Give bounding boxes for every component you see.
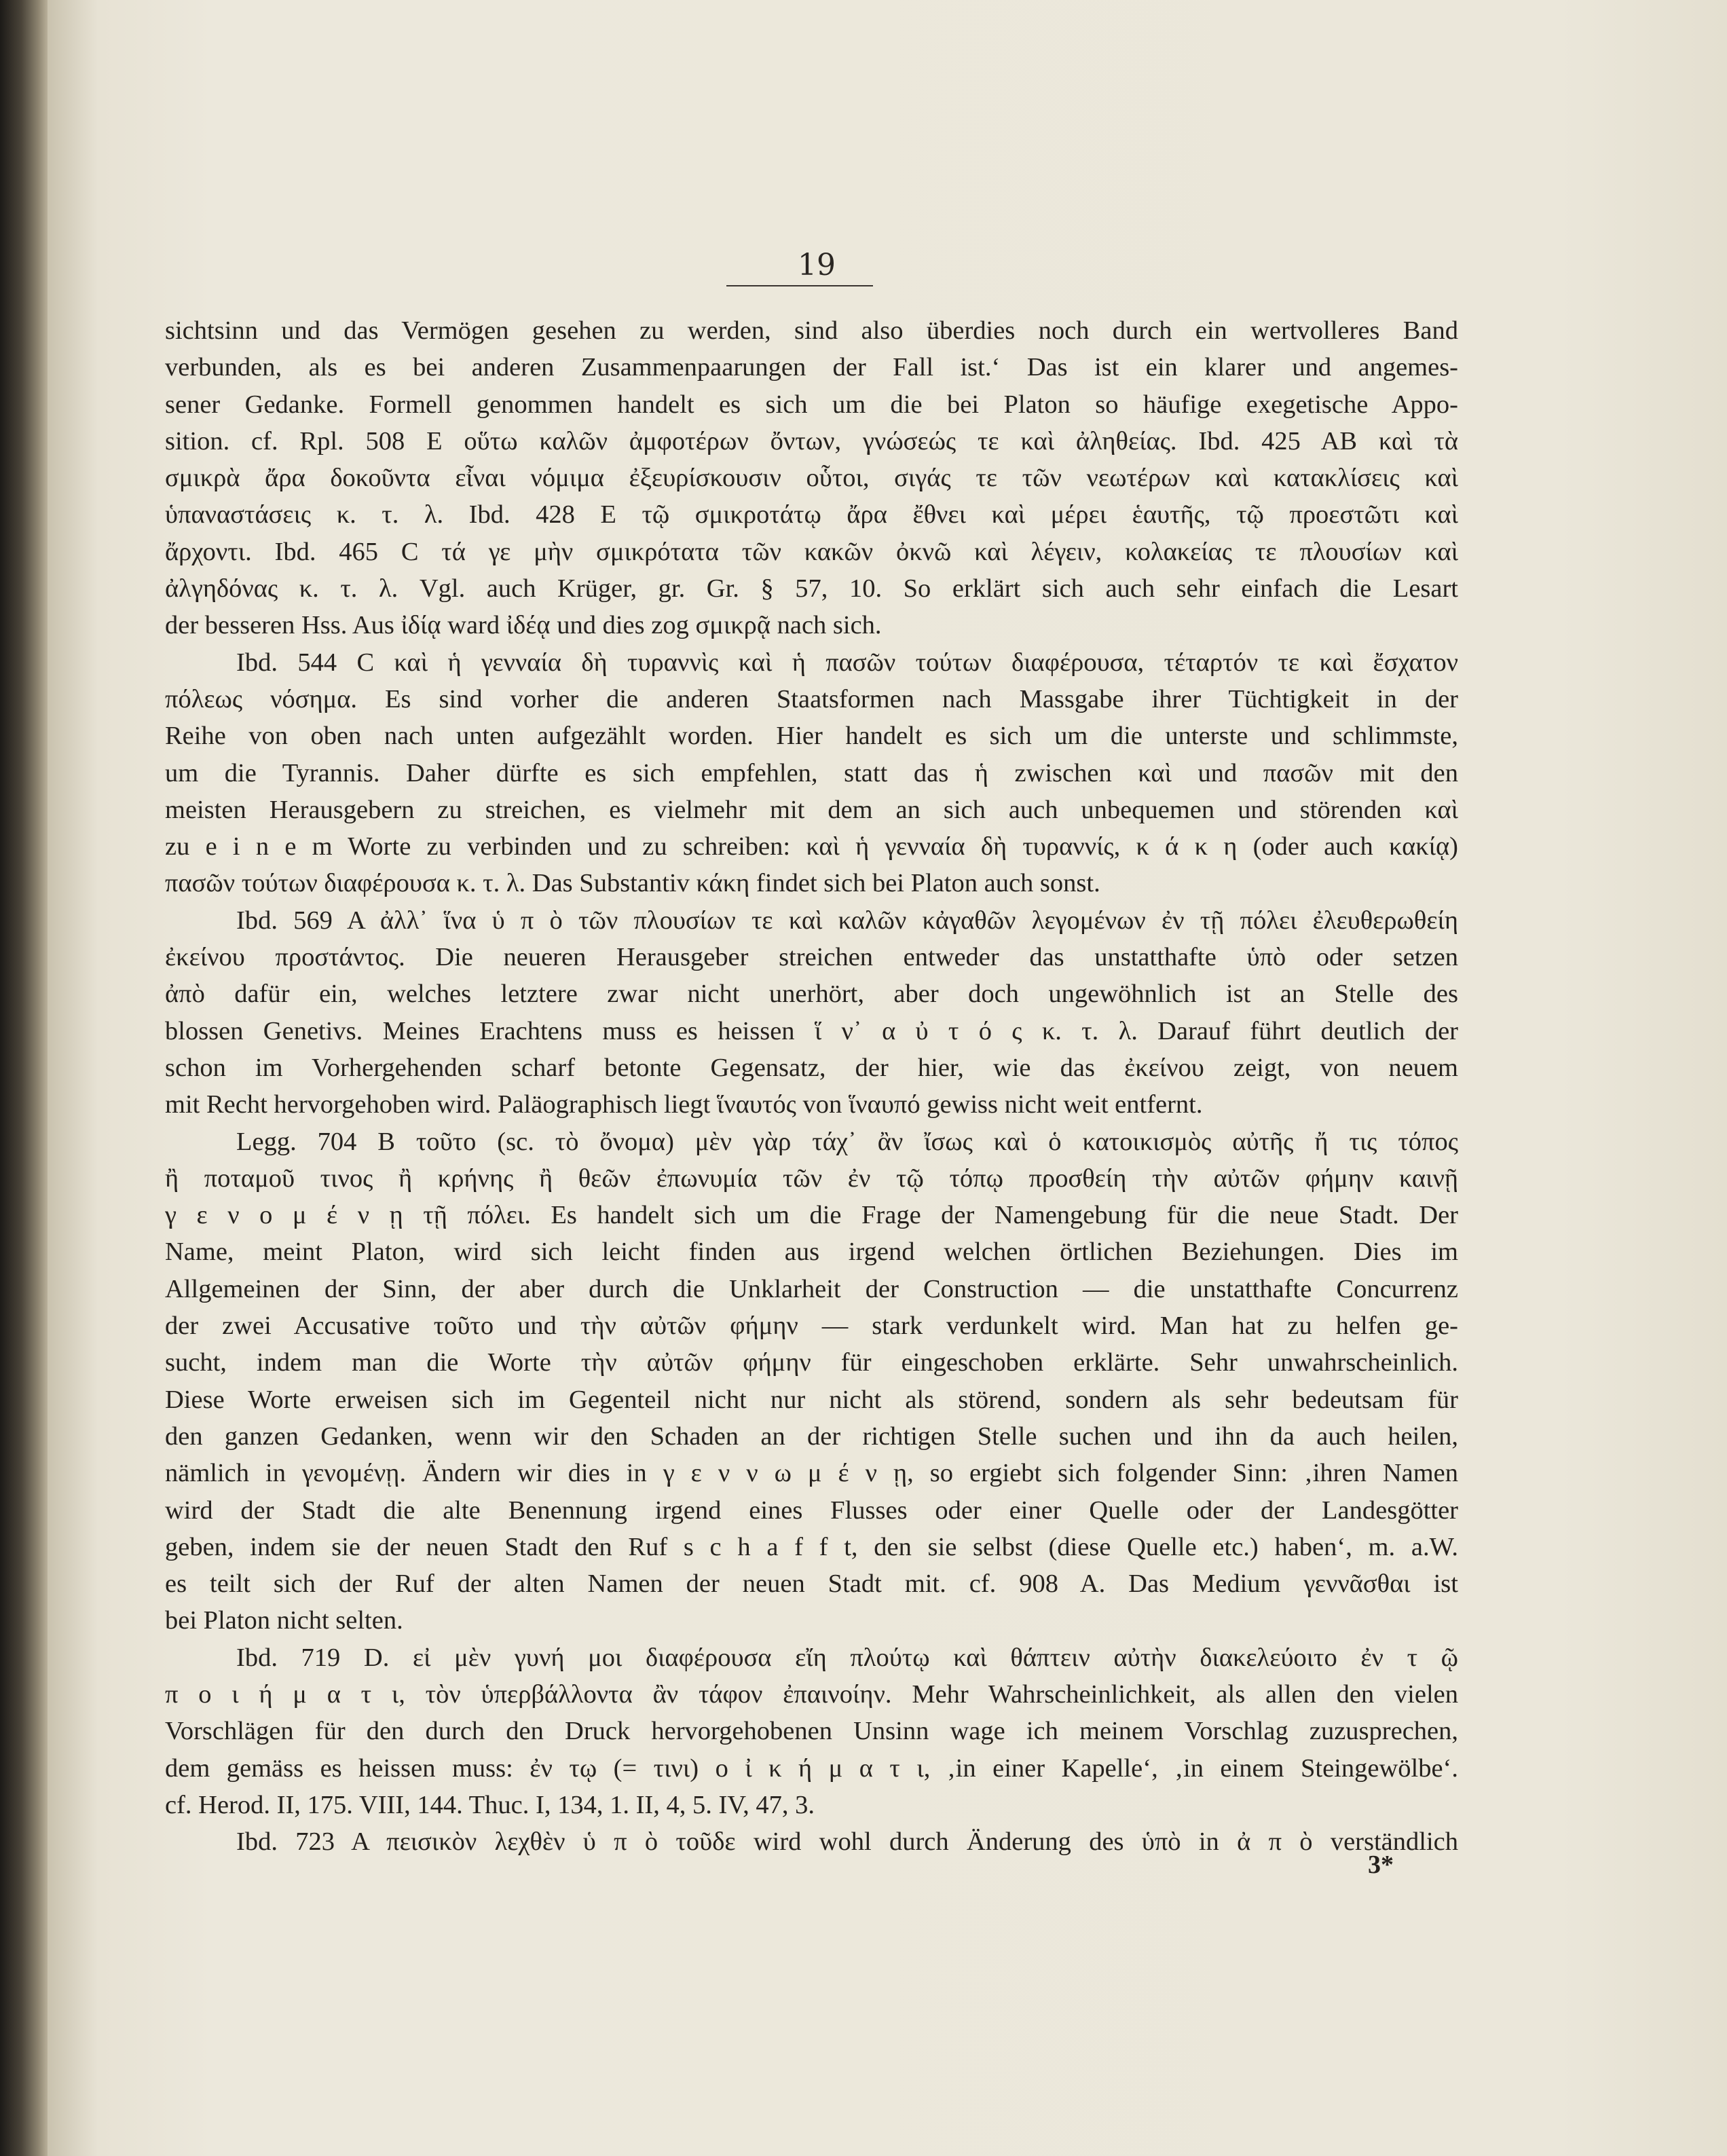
text-line: γ ε ν ο μ έ ν ῃ τῇ πόλει. Es handelt sich um die Frage der Namengebung für die neue Stadt. Der [165, 1201, 1458, 1230]
text-line: Ibd. 544 C καὶ ἡ γενναία δὴ τυραννὶς καὶ ἡ πασῶν τούτων διαφέρουσα, τέταρτόν τε καὶ ἔσχατον [236, 648, 1458, 677]
text-line: π ο ι ή μ α τ ι, τὸν ὑπερβάλλοντα ἂν τάφον ἐπαινοίην. Mehr Wahrscheinlichkeit, als allen den vielen [165, 1679, 1458, 1709]
text-line: geben, indem sie der neuen Stadt den Ruf s c h a f f t, den sie selbst (diese Quelle etc.) haben‘, m. a.W. [165, 1532, 1458, 1561]
text-line: wird der Stadt die alte Benennung irgend eines Flusses oder einer Quelle oder der Landesgötter [165, 1495, 1458, 1525]
text-line: schon im Vorhergehenden scharf betonte Gegensatz, der hier, wie das ἐκείνου zeigt, von neuem [165, 1053, 1458, 1082]
page-number: 19 [798, 248, 836, 282]
page-number-rule [726, 285, 873, 286]
text-line: blossen Genetivs. Meines Erachtens muss es heissen ἵ ν᾿ α ὐ τ ό ς κ. τ. λ. Darauf führt deutlich der [165, 1016, 1458, 1045]
text-line: ἀπὸ dafür ein, welches letztere zwar nicht unerhört, aber doch ungewöhnlich ist an Stelle des [165, 980, 1458, 1009]
text-line: ἀλγηδόνας κ. τ. λ. Vgl. auch Krüger, gr. Gr. § 57, 10. So erklärt sich auch sehr einfach die Lesart [165, 574, 1458, 603]
book-binding-edge [0, 0, 48, 2156]
text-line: sener Gedanke. Formell genommen handelt es sich um die bei Platon so häufige exegetische Appo- [165, 390, 1458, 419]
text-line: Ibd. 723 A πεισικὸν λεχθὲν ὑ π ὸ τοῦδε wird wohl durch Änderung des ὑπὸ in ἀ π ὸ verständlich [236, 1827, 1458, 1857]
text-line: Vorschlägen für den durch den Druck hervorgehobenen Unsinn wage ich meinem Vorschlag zuzusprechen, [165, 1717, 1458, 1746]
text-line: dem gemäss es heissen muss: ἐν τῳ (= τινι) ο ἰ κ ή μ α τ ι, ‚in einer Kapelle‘, ‚in einem Steingewölbe‘. [165, 1753, 1458, 1783]
text-line: der besseren Hss. Aus ἰδίᾳ ward ἰδέᾳ und dies zog σμικρᾷ nach sich. [165, 611, 882, 640]
text-line: zu e i n e m Worte zu verbinden und zu schreiben: καὶ ἡ γενναία δὴ τυραννίς, κ ά κ η (oder auch κακίᾳ) [165, 832, 1458, 861]
text-line: Name, meint Platon, wird sich leicht finden aus irgend welchen örtlichen Beziehungen. Dies im [165, 1238, 1458, 1267]
text-line: es teilt sich der Ruf der alten Namen der neuen Stadt mit. cf. 908 A. Das Medium γεννᾶσθαι ist [165, 1569, 1458, 1599]
text-line: ἄρχοντι. Ibd. 465 C τά γε μὴν σμικρότατα τῶν κακῶν ὀκνῶ καὶ λέγειν, κολακείας τε πλουσίων καὶ [165, 537, 1458, 566]
text-line: Legg. 704 B τοῦτο (sc. τὸ ὄνομα) μὲν γὰρ τάχ᾿ ἂν ἴσως καὶ ὁ κατοικισμὸς αὐτῆς ἤ τις τόπος [236, 1127, 1458, 1156]
text-line: meisten Herausgebern zu streichen, es vielmehr mit dem an sich auch unbequemen und störenden καὶ [165, 795, 1458, 824]
text-line: mit Recht hervorgehoben wird. Paläographisch liegt ἵναυτός von ἵναυπό gewiss nicht weit entfernt. [165, 1090, 1203, 1119]
text-line: ἢ ποταμοῦ τινος ἢ κρήνης ἢ θεῶν ἐπωνυμία τῶν ἐν τῷ τόπῳ προσθείη τὴν αὐτῶν φήμην καινῇ [165, 1164, 1458, 1193]
text-line: cf. Herod. II, 175. VIII, 144. Thuc. I, 134, 1. II, 4, 5. IV, 47, 3. [165, 1790, 815, 1819]
text-line: nämlich in γενομένῃ. Ändern wir dies in γ ε ν ν ω μ έ ν ῃ, so ergiebt sich folgender Sinn: ‚ihren Namen [165, 1459, 1458, 1488]
text-line: bei Platon nicht selten. [165, 1606, 403, 1635]
text-line: Diese Worte erweisen sich im Gegenteil nicht nur nicht als störend, sondern als sehr bedeutsam für [165, 1385, 1458, 1414]
text-line: Allgemeinen der Sinn, der aber durch die Unklarheit der Construction — die unstatthafte Concurrenz [165, 1274, 1458, 1303]
signature-mark: 3* [1368, 1851, 1394, 1879]
text-line: σμικρὰ ἄρα δοκοῦντα εἶναι νόμιμα ἐξευρίσκουσιν οὗτοι, σιγάς τε τῶν νεωτέρων καὶ κατακλίσεις καὶ [165, 464, 1458, 493]
text-line: πασῶν τούτων διαφέρουσα κ. τ. λ. Das Substantiv κάκη findet sich bei Platon auch sonst. [165, 869, 1100, 898]
text-line: um die Tyrannis. Daher dürfte es sich empfehlen, statt das ἡ zwischen καὶ und πασῶν mit den [165, 758, 1458, 787]
text-line: ὑπαναστάσεις κ. τ. λ. Ibd. 428 E τῷ σμικροτάτῳ ἄρα ἔθνει καὶ μέρει ἑαυτῆς, τῷ προεστῶτι καὶ [165, 500, 1458, 529]
text-line: der zwei Accusative τοῦτο und τὴν αὐτῶν φήμην — stark verdunkelt wird. Man hat zu helfen ge- [165, 1312, 1458, 1341]
text-line: sucht, indem man die Worte τὴν αὐτῶν φήμην für eingeschoben erklärte. Sehr unwahrscheinlich. [165, 1348, 1458, 1377]
text-line: Reihe von oben nach unten aufgezählt worden. Hier handelt es sich um die unterste und schlimmste, [165, 722, 1458, 751]
text-line: sichtsinn und das Vermögen gesehen zu werden, sind also überdies noch durch ein wertvolleres Band [165, 316, 1458, 345]
text-line: ἐκείνου προστάντος. Die neueren Herausgeber streichen entweder das unstatthafte ὑπὸ oder setzen [165, 943, 1458, 972]
text-line: verbunden, als es bei anderen Zusammenpaarungen der Fall ist.‘ Das ist ein klarer und angemes- [165, 353, 1458, 382]
text-line: πόλεως νόσημα. Es sind vorher die anderen Staatsformen nach Massgabe ihrer Tüchtigkeit in der [165, 684, 1458, 713]
text-line: Ibd. 719 D. εἰ μὲν γυνή μοι διαφέρουσα εἴη πλούτῳ καὶ θάπτειν αὐτὴν διακελεύοιτο ἐν τ ῷ [236, 1643, 1458, 1672]
text-line: Ibd. 569 A ἀλλ᾿ ἵνα ὑ π ὸ τῶν πλουσίων τε καὶ καλῶν κἀγαθῶν λεγομένων ἐν τῇ πόλει ἐλευθερωθείη [236, 906, 1458, 935]
text-line: den ganzen Gedanken, wenn wir den Schaden an der richtigen Stelle suchen und ihn da auch heilen, [165, 1421, 1458, 1451]
text-line: sition. cf. Rpl. 508 E οὕτω καλῶν ἀμφοτέρων ὄντων, γνώσεώς τε καὶ ἀληθείας. Ibd. 425 AB καὶ τὰ [165, 426, 1458, 456]
body-text [165, 312, 1458, 1860]
